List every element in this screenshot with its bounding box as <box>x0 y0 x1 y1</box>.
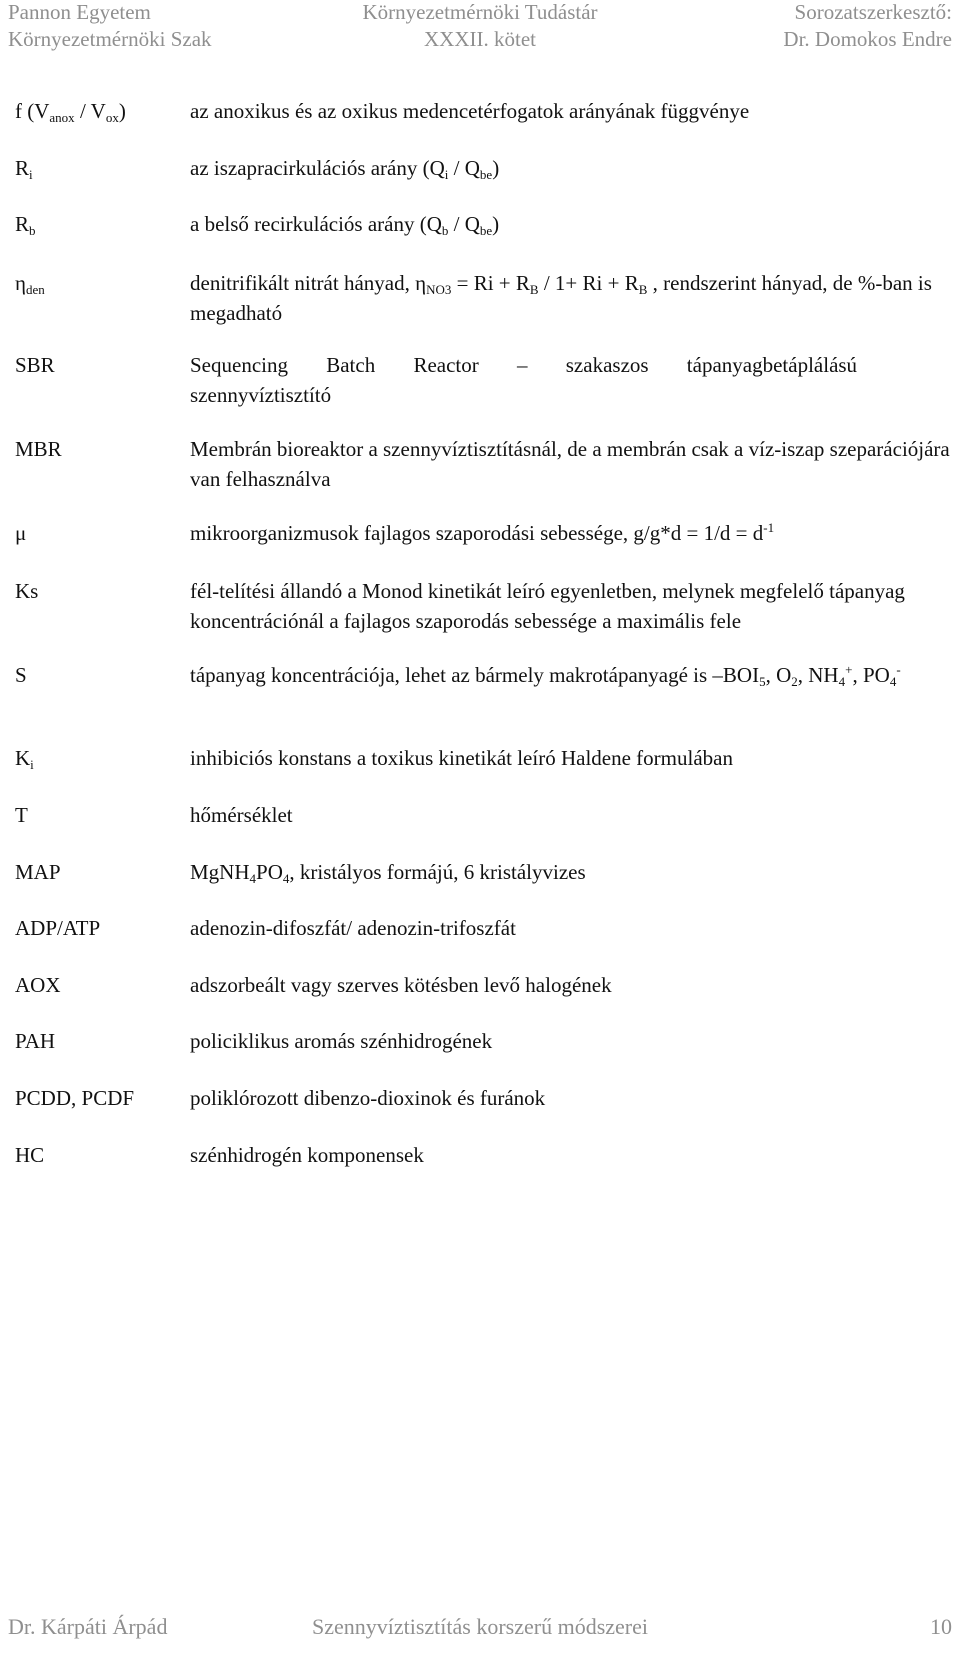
glossary-definition: poliklórozott dibenzo-dioxinok és furánok <box>190 1086 546 1110</box>
glossary-symbol: SBR <box>15 353 55 377</box>
glossary-symbol: T <box>15 803 28 827</box>
glossary-definition: az anoxikus és az oxikus medencetérfogatok arányának függvénye <box>190 99 750 123</box>
glossary-definition: $MgNH_4PO_4$, kristályos formájú, 6 kristályvizes <box>190 860 586 886</box>
glossary-symbol: S <box>15 663 27 687</box>
glossary-symbol: MAP <box>15 860 61 884</box>
glossary-definition: inhibiciós konstans a toxikus kinetikát leíró Haldene formulában <box>190 746 733 770</box>
glossary-symbol: Ks <box>15 579 39 603</box>
page-number: 10 <box>930 1614 952 1639</box>
glossary-definition: a belső recirkulációs arány $(Q_b / Q_{be})$ <box>190 212 500 238</box>
glossary-symbol: f $(V_{anox} / V_{ox})$ <box>15 99 126 125</box>
footer-author: Dr. Kárpáti Árpád <box>8 1614 168 1639</box>
glossary-definition: Membrán bioreaktor a szennyvíztisztításnál, de a membrán csak a víz-iszap szeparációjára van felhasználva <box>190 437 950 491</box>
glossary-symbol: ADP/ATP <box>15 916 101 940</box>
glossary-definition: fél-telítési állandó a Monod kinetikát leíró egyenletben, melynek megfelelő tápanyag koncentrációnál a fajlagos szaporodás sebessége a maximális fele <box>190 579 905 633</box>
glossary-definition: az iszapracirkulációs arány $(Q_i / Q_{be})$ <box>190 156 500 182</box>
header-series-title: Környezetmérnöki Tudástár <box>362 0 598 24</box>
glossary-symbol: PAH <box>15 1029 56 1053</box>
glossary-symbol: AOX <box>15 973 61 997</box>
glossary-definition: hőmérséklet <box>190 803 293 827</box>
header-volume: XXXII. kötet <box>424 27 536 51</box>
glossary-symbol: PCDD, PCDF <box>15 1086 135 1110</box>
glossary-definition: policiklikus aromás szénhidrogének <box>190 1029 493 1053</box>
glossary-definition: Sequencing Batch Reactor – szakaszos tápanyagbetáplálású szennyvíztisztító <box>190 353 858 407</box>
glossary-definition: denitrifikált nitrát hányad, $\eta_{NO3} = Ri + R_B / 1+ Ri + R_B$ , rendszerint hányad, de %-ban is megadható <box>190 271 932 325</box>
glossary-symbol: $R_i$ <box>15 156 33 182</box>
glossary-symbol: $K_i$ <box>15 746 34 772</box>
glossary-symbol: HC <box>15 1143 45 1167</box>
glossary-definition: mikroorganizmusok fajlagos szaporodási sebessége, $g/g*d = 1/d = d^{-1}$ <box>190 520 775 545</box>
glossary-symbol: MBR <box>15 437 62 461</box>
glossary-definition: tápanyag koncentrációja, lehet az bármely makrotápanyagé is $-BOI_5$, $O_2$, $NH_4^+$, $PO_4^-$ <box>190 662 901 689</box>
glossary-definition: szénhidrogén komponensek <box>190 1143 424 1167</box>
glossary-definition: adenozin-difoszfát/ adenozin-trifoszfát <box>190 916 516 940</box>
footer-book-title: Szennyvíztisztítás korszerű módszerei <box>311 1614 648 1639</box>
glossary-symbol: μ <box>15 521 27 545</box>
glossary-symbol: $R_b$ <box>15 212 36 238</box>
header-editor-name: Dr. Domokos Endre <box>783 27 952 51</box>
glossary-symbol: $\eta_{den}$ <box>15 271 45 297</box>
glossary-definition: adszorbeált vagy szerves kötésben levő halogének <box>190 973 612 997</box>
header-university: Pannon Egyetem <box>8 0 151 24</box>
header-department: Környezetmérnöki Szak <box>8 27 212 51</box>
header-editor-label: Sorozatszerkesztő: <box>794 0 952 24</box>
